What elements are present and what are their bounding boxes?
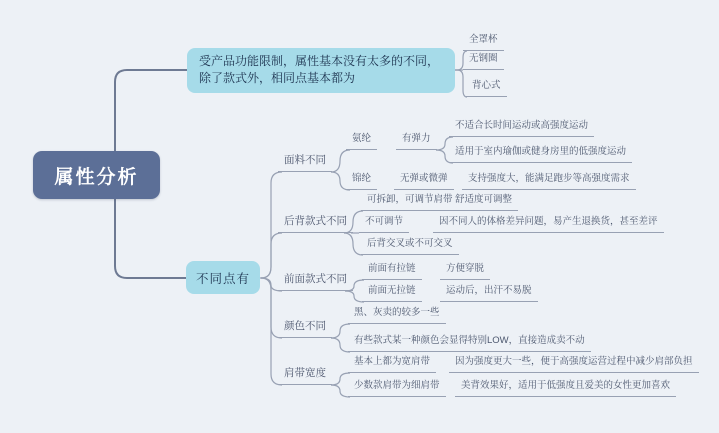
fabric-nylon[interactable]: 锦纶 — [346, 170, 377, 190]
fabric-spandex-feature[interactable]: 有弹力 — [396, 130, 437, 150]
back-item-cross[interactable]: 后背交叉或不可交叉 — [361, 235, 459, 255]
back-item-adjustable[interactable]: 可拆卸，可调节肩带 — [361, 191, 459, 211]
common-leaf-no-underwire[interactable]: 无钢圈 — [463, 50, 504, 70]
branch-strap-width[interactable]: 肩带宽度 — [278, 365, 332, 385]
strap-item-wide[interactable]: 基本上都为宽肩带 — [348, 353, 436, 373]
branch-front-style[interactable]: 前面款式不同 — [278, 271, 353, 291]
common-leaf-vest-style[interactable]: 背心式 — [466, 77, 507, 97]
spandex-note-1[interactable]: 不适合长时间运动或高强度运动 — [449, 117, 594, 137]
front-item-no-zipper-note[interactable]: 运动后，出汗不易脱 — [440, 282, 538, 302]
front-item-no-zipper[interactable]: 前面无拉链 — [362, 282, 422, 302]
strap-item-thin[interactable]: 少数款肩带为细肩带 — [348, 377, 446, 397]
common-leaf-full-cup[interactable]: 全罩杯 — [463, 31, 504, 51]
common-points-topic[interactable]: 受产品功能限制，属性基本没有太多的不同，除了款式外，相同点基本都为 — [187, 48, 455, 93]
branch-back-style[interactable]: 后背款式不同 — [278, 213, 353, 233]
back-item-fixed[interactable]: 不可调节 — [359, 213, 409, 233]
branch-color[interactable]: 颜色不同 — [278, 318, 332, 338]
front-item-zipper-note[interactable]: 方便穿脱 — [440, 260, 490, 280]
nylon-note[interactable]: 支持强度大，能满足跑步等高强度需求 — [462, 170, 636, 190]
spandex-note-2[interactable]: 适用于室内瑜伽或健身房里的低强度运动 — [449, 143, 632, 163]
strap-item-wide-note[interactable]: 因为强度更大一些，便于高强度运营过程中减少肩部负担 — [449, 353, 699, 373]
fabric-nylon-feature[interactable]: 无弹或微弹 — [394, 170, 454, 190]
fabric-spandex[interactable]: 氨纶 — [346, 130, 377, 150]
color-item-low[interactable]: 有些款式某一种颜色会显得特别LOW，直接造成卖不动 — [348, 332, 591, 352]
back-item-fixed-note[interactable]: 因不同人的体格差异问题，易产生退换货，甚至差评 — [433, 213, 664, 233]
branch-fabric[interactable]: 面料不同 — [278, 152, 332, 172]
strap-item-thin-note[interactable]: 美背效果好，适用于低强度且爱美的女性更加喜欢 — [455, 377, 676, 397]
front-item-zipper[interactable]: 前面有拉链 — [362, 260, 422, 280]
differences-topic[interactable]: 不同点有 — [186, 261, 260, 294]
root-topic[interactable]: 属性分析 — [33, 151, 160, 199]
color-item-dark[interactable]: 黑、灰卖的较多一些 — [348, 304, 446, 324]
back-item-adjustable-note[interactable]: 舒适度可调整 — [449, 191, 518, 211]
